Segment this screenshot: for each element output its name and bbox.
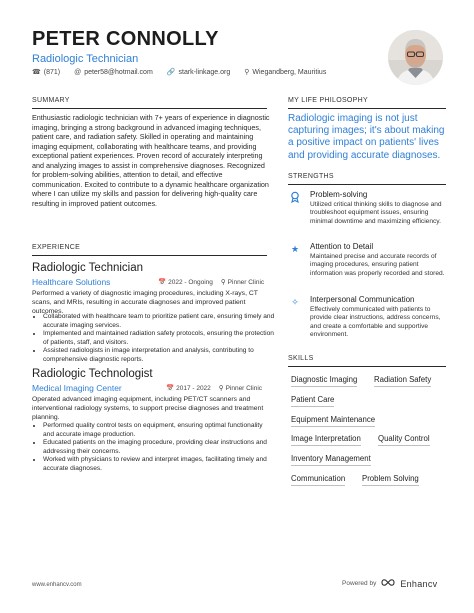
at-icon: @ xyxy=(74,68,82,76)
philosophy-text: Radiologic imaging is not just capturing images; it's about making a positive impact on patients' lives and providing accurate diagnoses. xyxy=(288,113,445,161)
email-text[interactable]: peter58@hotmail.com xyxy=(84,68,153,76)
job-bullets xyxy=(32,422,275,474)
job-bullet: • Worked with physicians to review and interpret images, facilitating timely and accurate diagnoses. xyxy=(43,456,275,473)
job-bullets xyxy=(32,313,275,365)
philosophy-divider xyxy=(288,108,446,109)
skill-tag: Image Interpretation xyxy=(291,434,361,446)
job-meta xyxy=(158,278,264,286)
job-dates: 2022 - Ongoing xyxy=(168,278,213,286)
job-bullet: • Implemented and maintained radiation safety protocols, ensuring the protection of patients, staff, and visitors. xyxy=(43,330,275,347)
job-description: Operated advanced imaging equipment, including PET/CT scanners and interventional radiology systems, to support precise diagnoses and treatment planning. xyxy=(32,396,264,421)
location-pin-icon: ⚲ xyxy=(218,385,224,392)
calendar-icon: 📅 xyxy=(158,279,167,286)
skill-tag: Communication xyxy=(291,474,345,486)
job-title: Radiologic Technician xyxy=(32,262,144,274)
footer-website[interactable]: www.enhancv.com xyxy=(32,582,82,588)
job-company: Healthcare Solutions xyxy=(32,277,111,287)
job-bullet: • Assisted radiologists in image interpretation and analysis, contributing to comprehensive diagnostic reports. xyxy=(43,347,275,364)
strength-title: Interpersonal Communication xyxy=(310,295,415,304)
link-icon: 🔗 xyxy=(166,69,176,76)
candidate-role: Radiologic Technician xyxy=(32,53,139,65)
experience-heading: EXPERIENCE xyxy=(32,244,81,251)
strengths-divider xyxy=(288,184,446,185)
strength-title: Problem-solving xyxy=(310,190,368,199)
skill-tag: Inventory Management xyxy=(291,454,371,466)
ribbon-icon xyxy=(288,190,302,204)
summary-heading: SUMMARY xyxy=(32,97,70,104)
contact-row xyxy=(32,68,326,76)
enhancv-logo-icon xyxy=(381,578,395,589)
candidate-name: PETER CONNOLLY xyxy=(32,28,219,50)
summary-divider xyxy=(32,108,267,109)
website-contact[interactable] xyxy=(167,68,230,76)
star-icon: ★ xyxy=(290,243,300,254)
calendar-icon: 📅 xyxy=(166,385,175,392)
strength-desc: Utilized critical thinking skills to diagnose and troubleshoot equipment issues, ensuring minimal downtime and maximizing efficiency. xyxy=(310,201,442,225)
brand-name: Enhancv xyxy=(400,578,438,589)
skill-tag: Equipment Maintenance xyxy=(291,415,375,427)
job-company: Medical Imaging Center xyxy=(32,383,122,393)
job-bullet: • Performed quality control tests on equipment, ensuring optimal functionality and accurate image production. xyxy=(43,422,275,439)
profile-photo xyxy=(388,30,443,85)
phone-contact xyxy=(32,68,60,76)
job-dates: 2017 - 2022 xyxy=(176,384,211,392)
job-location: Pinner Clinic xyxy=(225,384,263,392)
footer-brand xyxy=(342,578,437,589)
location-text: Wiegandberg, Mauritius xyxy=(252,68,327,76)
strength-item xyxy=(288,190,448,226)
strength-item xyxy=(288,295,448,340)
strengths-heading: STRENGTHS xyxy=(288,173,334,180)
sparkle-icon: ✧ xyxy=(291,296,299,307)
email-contact[interactable] xyxy=(74,68,153,76)
skill-tag: Radiation Safety xyxy=(374,375,431,387)
powered-by-label: Powered by xyxy=(342,580,377,587)
skill-tag: Problem Solving xyxy=(362,474,419,486)
job-bullet: • Educated patients on the imaging procedure, providing clear instructions and addressing their concerns. xyxy=(43,439,275,456)
job-title: Radiologic Technologist xyxy=(32,368,153,380)
strength-item xyxy=(288,242,448,278)
phone-icon: ☎ xyxy=(32,69,41,76)
website-text[interactable]: stark-linkage.org xyxy=(178,68,231,76)
skills-heading: SKILLS xyxy=(288,355,314,362)
job-bullet: • Collaborated with healthcare team to prioritize patient care, ensuring timely and accurate imaging services. xyxy=(43,313,275,330)
skill-tag: Quality Control xyxy=(378,434,430,446)
job-location: Pinner Clinic xyxy=(227,278,265,286)
philosophy-heading: MY LIFE PHILOSOPHY xyxy=(288,97,368,104)
strength-title: Attention to Detail xyxy=(310,242,374,251)
job-meta xyxy=(166,384,262,392)
strength-desc: Effectively communicated with patients to provide clear instructions, address concerns, and create a comfortable and supportive environment. xyxy=(310,306,441,339)
job-description: Performed a variety of diagnostic imaging procedures, including X-rays, CT scans, and MRIs, resulting in accurate diagnoses and improved patient outcomes. xyxy=(32,290,258,315)
skill-tag: Patient Care xyxy=(291,395,334,407)
summary-text: Enthusiastic radiologic technician with 7+ years of experience in diagnostic imaging, bringing a strong background in advanced imaging techniques, patient care, and radiation safety. Skilled in operating and maintaining imaging equipment, collaborating with healthcare teams, and providing exceptional patient experiences. Proven record of accurately interpreting and analyzing images to assist in comprehensive diagnoses. Recognized for problem-solving abilities, attention to detail, and effective communication. Excited to contribute to a dynamic healthcare organization where I can utilize my skills and passion for delivering high-quality care resulting in improved patient outcomes. xyxy=(32,113,270,208)
skills-divider xyxy=(288,366,446,367)
phone-text: (871) xyxy=(43,68,61,76)
experience-divider xyxy=(32,255,267,256)
skill-tag: Diagnostic Imaging xyxy=(291,375,357,387)
location-pin-icon: ⚲ xyxy=(220,279,226,286)
location-pin-icon: ⚲ xyxy=(244,69,250,76)
location-contact xyxy=(244,68,326,76)
strength-desc: Maintained precise and accurate records of imaging procedures, ensuring patient information was properly recorded and stored. xyxy=(310,253,445,277)
